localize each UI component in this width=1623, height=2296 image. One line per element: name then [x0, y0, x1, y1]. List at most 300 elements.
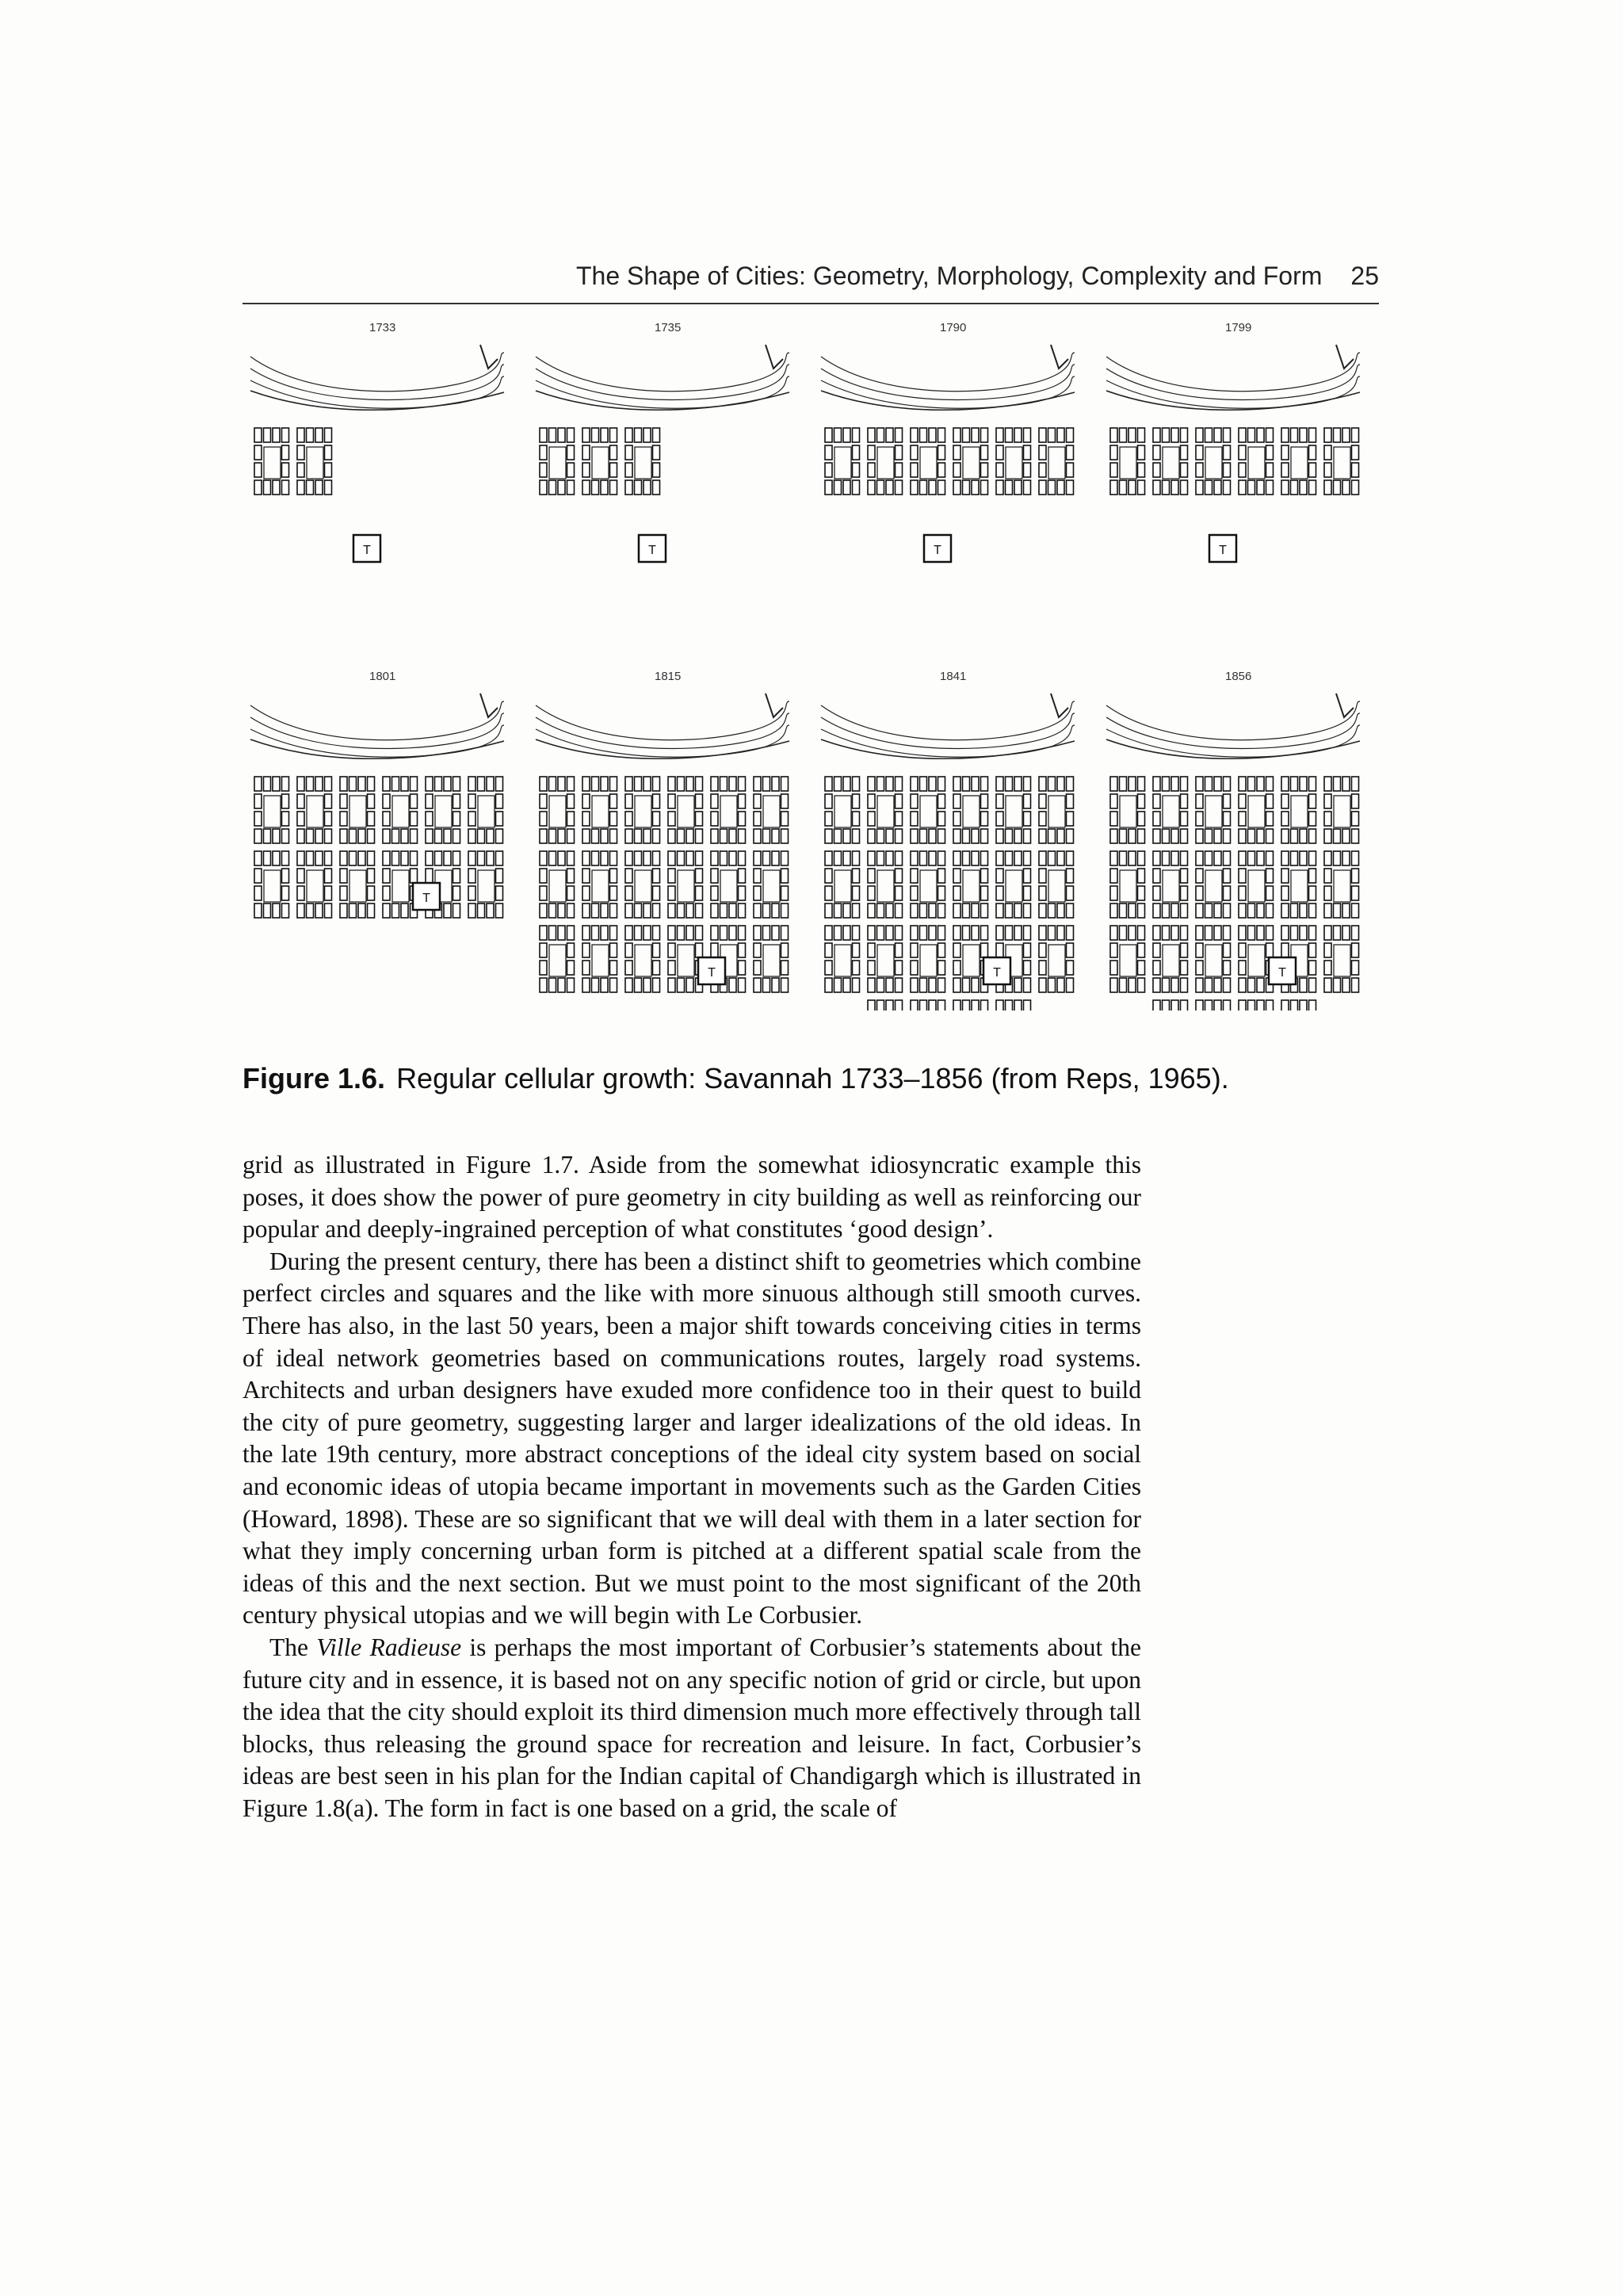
city-block [297, 480, 304, 495]
city-block [653, 777, 660, 791]
city-block [711, 886, 718, 900]
city-block [1342, 480, 1350, 495]
ward [868, 1000, 903, 1010]
river-bank-line [1106, 353, 1360, 392]
city-block [1224, 978, 1231, 992]
city-block [610, 812, 617, 826]
city-block [711, 794, 718, 808]
city-block [325, 428, 332, 442]
city-block [1291, 829, 1298, 843]
city-block [696, 777, 703, 791]
city-block [696, 926, 703, 940]
city-block [929, 428, 936, 442]
city-block [996, 869, 1003, 883]
city-block [781, 904, 789, 918]
city-block [653, 829, 660, 843]
city-block [254, 886, 262, 900]
city-block [1224, 886, 1231, 900]
city-block [273, 480, 280, 495]
city-block [273, 428, 280, 442]
city-block [678, 926, 685, 940]
city-block [1224, 812, 1231, 826]
city-block [1224, 480, 1231, 495]
ward-square [963, 447, 980, 479]
city-block [1067, 943, 1074, 957]
marker-label: T [363, 544, 371, 557]
city-block [1224, 943, 1231, 957]
city-block [1153, 812, 1160, 826]
city-block [754, 869, 761, 883]
city-block [938, 1000, 945, 1010]
city-block [1048, 777, 1056, 791]
city-block [825, 794, 832, 808]
city-block [1024, 851, 1031, 865]
city-block [1024, 463, 1031, 477]
city-block [1281, 943, 1289, 957]
city-block [1257, 926, 1264, 940]
city-block [1309, 829, 1316, 843]
city-block [1153, 428, 1160, 442]
city-block [696, 812, 703, 826]
city-block [1039, 829, 1046, 843]
city-block [1181, 904, 1188, 918]
running-title: The Shape of Cities: Geometry, Morphology, Complexity and Form [575, 262, 1323, 290]
city-block [653, 886, 660, 900]
city-block [911, 428, 918, 442]
city-block [868, 869, 875, 883]
city-block [963, 1000, 970, 1010]
river-bank-line [821, 701, 1075, 740]
city-block [540, 904, 547, 918]
city-block [643, 904, 651, 918]
city-block [1110, 978, 1117, 992]
city-block [1057, 777, 1064, 791]
river-bank-line [250, 376, 504, 408]
panel-year: 1799 [1225, 321, 1252, 334]
ward [1039, 926, 1074, 992]
city-block [696, 943, 703, 957]
city-block [1153, 904, 1160, 918]
city-block [686, 926, 693, 940]
city-block [1006, 904, 1013, 918]
city-block [601, 904, 608, 918]
city-block [1181, 794, 1188, 808]
city-block [953, 904, 960, 918]
city-block [307, 777, 314, 791]
city-block [1257, 851, 1264, 865]
city-block [668, 869, 675, 883]
city-block [1067, 480, 1074, 495]
river-bank-line [536, 739, 789, 758]
city-block [920, 978, 927, 992]
ward [1239, 851, 1274, 918]
city-block [1239, 926, 1246, 940]
city-block [963, 926, 970, 940]
city-block [911, 794, 918, 808]
city-block [468, 829, 475, 843]
river-marker [1051, 693, 1068, 717]
city-block [1224, 1000, 1231, 1010]
ward-square [920, 870, 937, 902]
city-block [1300, 428, 1307, 442]
city-block [1181, 480, 1188, 495]
city-block [1281, 463, 1289, 477]
city-block [938, 851, 945, 865]
city-block [929, 904, 936, 918]
city-block [678, 851, 685, 865]
marker-label: T [708, 966, 716, 980]
city-block [653, 812, 660, 826]
city-block [468, 777, 475, 791]
city-block [1239, 829, 1246, 843]
city-block [635, 428, 642, 442]
city-block [953, 978, 960, 992]
city-block [1300, 777, 1307, 791]
city-block [668, 961, 675, 975]
city-block [1205, 829, 1212, 843]
city-block [754, 794, 761, 808]
city-block [1248, 1000, 1255, 1010]
city-block [1067, 926, 1074, 940]
ward-square [349, 796, 366, 827]
city-block [696, 886, 703, 900]
city-block [325, 869, 332, 883]
city-block [1181, 463, 1188, 477]
city-block [953, 428, 960, 442]
ward-square [1248, 870, 1265, 902]
city-block [920, 428, 927, 442]
city-block [963, 777, 970, 791]
city-block [781, 943, 789, 957]
city-block [853, 904, 860, 918]
page-number: 25 [1350, 262, 1379, 290]
city-block [1214, 978, 1221, 992]
river-marker [480, 693, 498, 717]
city-block [972, 1000, 979, 1010]
city-block [1224, 777, 1231, 791]
city-block [1110, 926, 1117, 940]
marker-label: T [1219, 544, 1227, 557]
ward-square [1205, 870, 1222, 902]
city-block [1291, 904, 1298, 918]
ward [1324, 851, 1359, 918]
city-block [1006, 1000, 1013, 1010]
map-drawing [813, 321, 1083, 662]
city-block [911, 851, 918, 865]
city-block [896, 978, 903, 992]
ward-square [963, 796, 980, 827]
ward-square [1163, 796, 1179, 827]
city-block [781, 851, 789, 865]
ward-square [392, 796, 409, 827]
city-block [1291, 428, 1298, 442]
city-block [567, 445, 575, 460]
ward [1039, 428, 1074, 495]
city-block [582, 851, 590, 865]
city-block [1153, 943, 1160, 957]
city-block [444, 777, 451, 791]
ward [1281, 851, 1316, 918]
map-panel-1856 [1098, 670, 1368, 1010]
city-block [911, 978, 918, 992]
city-block [453, 812, 460, 826]
city-block [1214, 777, 1221, 791]
ward [1196, 926, 1231, 992]
city-block [678, 829, 685, 843]
city-block [625, 943, 632, 957]
city-block [1248, 480, 1255, 495]
city-block [297, 777, 304, 791]
map-drawing [528, 321, 797, 662]
city-block [843, 480, 850, 495]
city-block [896, 428, 903, 442]
city-block [549, 904, 556, 918]
city-block [1171, 480, 1178, 495]
city-block [920, 777, 927, 791]
city-block [911, 926, 918, 940]
city-block [938, 480, 945, 495]
river-bank-line [1106, 391, 1360, 410]
city-block [1024, 428, 1031, 442]
city-block [349, 777, 357, 791]
city-block [1334, 926, 1341, 940]
city-block [772, 777, 779, 791]
city-block [1048, 851, 1056, 865]
city-block [273, 904, 280, 918]
city-block [487, 777, 494, 791]
city-block [653, 961, 660, 975]
ward-square [1048, 945, 1065, 976]
city-block [981, 777, 988, 791]
ward-square [877, 945, 894, 976]
city-block [938, 904, 945, 918]
city-block [1324, 777, 1331, 791]
city-block [1153, 794, 1160, 808]
city-block [468, 886, 475, 900]
city-block [358, 904, 365, 918]
city-block [1039, 794, 1046, 808]
city-block [953, 829, 960, 843]
ward-square [307, 870, 323, 902]
city-block [592, 978, 599, 992]
city-block [920, 926, 927, 940]
city-block [582, 961, 590, 975]
city-block [643, 926, 651, 940]
ward [754, 926, 789, 992]
city-block [368, 777, 375, 791]
city-block [696, 869, 703, 883]
city-block [781, 961, 789, 975]
city-block [1110, 829, 1117, 843]
city-block [739, 943, 746, 957]
city-block [1163, 904, 1170, 918]
city-block [1067, 904, 1074, 918]
ward-square [264, 870, 281, 902]
city-block [1067, 812, 1074, 826]
city-block [1120, 777, 1127, 791]
city-block [1352, 943, 1359, 957]
city-block [963, 851, 970, 865]
city-block [307, 829, 314, 843]
city-block [282, 829, 289, 843]
city-block [540, 886, 547, 900]
river-bank-line [821, 725, 1075, 757]
city-block [696, 904, 703, 918]
city-block [1171, 904, 1178, 918]
city-block [1181, 886, 1188, 900]
ward-square [307, 447, 323, 479]
city-block [254, 445, 262, 460]
paragraph-lead: The [269, 1633, 308, 1661]
city-block [297, 463, 304, 477]
city-block [1266, 904, 1274, 918]
ward-square [1006, 447, 1022, 479]
city-block [1342, 851, 1350, 865]
city-block [1163, 777, 1170, 791]
city-block [853, 926, 860, 940]
city-block [558, 829, 565, 843]
city-block [1309, 961, 1316, 975]
ward-square [678, 870, 694, 902]
city-block [1309, 886, 1316, 900]
city-block [307, 904, 314, 918]
city-block [963, 428, 970, 442]
city-block [896, 829, 903, 843]
city-block [1239, 943, 1246, 957]
city-block [297, 869, 304, 883]
city-block [911, 904, 918, 918]
city-block [781, 777, 789, 791]
ward-square [920, 447, 937, 479]
ward [953, 428, 988, 495]
city-block [825, 480, 832, 495]
city-block [996, 794, 1003, 808]
city-block [896, 1000, 903, 1010]
city-block [1048, 480, 1056, 495]
ward [582, 926, 617, 992]
city-block [972, 926, 979, 940]
city-block [582, 812, 590, 826]
city-block [1281, 904, 1289, 918]
city-block [1153, 445, 1160, 460]
city-block [868, 943, 875, 957]
ward-square [1248, 945, 1265, 976]
map-drawing [528, 670, 797, 1010]
city-block [368, 869, 375, 883]
city-block [540, 869, 547, 883]
river-marker [1336, 345, 1354, 369]
city-block [487, 829, 494, 843]
city-block [1334, 851, 1341, 865]
city-block [953, 886, 960, 900]
city-block [953, 961, 960, 975]
city-block [1352, 886, 1359, 900]
running-header [242, 262, 1379, 304]
ward-square [1048, 447, 1065, 479]
city-block [625, 961, 632, 975]
city-block [1048, 428, 1056, 442]
city-block [625, 926, 632, 940]
city-block [1352, 961, 1359, 975]
ward [1196, 777, 1231, 843]
city-block [1342, 777, 1350, 791]
city-block [1024, 943, 1031, 957]
city-block [877, 428, 884, 442]
city-block [711, 777, 718, 791]
ward [1281, 428, 1316, 495]
city-block [1024, 812, 1031, 826]
italic-term: Ville Radieuse [316, 1633, 462, 1661]
city-block [1057, 829, 1064, 843]
city-block [1257, 428, 1264, 442]
city-block [1352, 869, 1359, 883]
city-block [781, 812, 789, 826]
city-block [558, 904, 565, 918]
city-block [1257, 1000, 1264, 1010]
city-block [834, 428, 842, 442]
paragraph: During the present century, there has been a distinct shift to geometries which combine perfect circles and squares and the like with more sinuous although still smooth curves. There has also, in the last 50 years, been a major shift towards conceiving cities in terms of ideal network geometries based on communications routes, largely road systems. Architects and urban designers have exuded more confidence too in their quest to build the city of pure geometry, suggesting larger and larger idealizations of the old ideas. In the late 19th century, more abstract conceptions of the ideal city system based on social and economic ideas of utopia became important in movements such as the Garden Cities (Howard, 1898). These are so significant that we will deal with them in a later section for what they imply concerning urban form is pitched at a different spatial scale from the ideas of this and the next section. But we must point to the most significant of the 20th century physical utopias and we will begin with Le Corbusier. [242, 1247, 1141, 1629]
city-block [834, 851, 842, 865]
ward [953, 1000, 988, 1010]
city-block [401, 904, 408, 918]
city-block [264, 428, 271, 442]
city-block [720, 829, 727, 843]
city-block [1281, 869, 1289, 883]
city-block [567, 428, 575, 442]
city-block [1120, 480, 1127, 495]
city-block [625, 812, 632, 826]
figure-savannah-growth [242, 321, 1384, 1034]
city-block [972, 428, 979, 442]
city-block [567, 480, 575, 495]
city-block [1239, 794, 1246, 808]
ward [911, 777, 945, 843]
city-block [668, 904, 675, 918]
city-block [1128, 978, 1136, 992]
city-block [325, 812, 332, 826]
city-block [1120, 851, 1127, 865]
city-block [1138, 812, 1145, 826]
ward-square [392, 870, 409, 902]
ward [1324, 926, 1359, 992]
city-block [972, 978, 979, 992]
city-block [825, 829, 832, 843]
city-block [1196, 869, 1203, 883]
city-block [496, 904, 503, 918]
city-block [711, 851, 718, 865]
ward [340, 777, 375, 843]
city-block [825, 904, 832, 918]
city-block [1239, 812, 1246, 826]
city-block [582, 794, 590, 808]
city-block [1257, 904, 1264, 918]
city-block [668, 851, 675, 865]
river-marker [1051, 345, 1068, 369]
city-block [558, 777, 565, 791]
ward [1196, 851, 1231, 918]
ward-square [920, 796, 937, 827]
city-block [1352, 904, 1359, 918]
city-block [549, 926, 556, 940]
city-block [282, 869, 289, 883]
ward [1110, 926, 1145, 992]
marker-label: T [1278, 966, 1286, 980]
city-block [282, 794, 289, 808]
city-block [1006, 926, 1013, 940]
ward-square [1120, 870, 1136, 902]
river-bank-line [1106, 725, 1360, 757]
city-block [1128, 851, 1136, 865]
